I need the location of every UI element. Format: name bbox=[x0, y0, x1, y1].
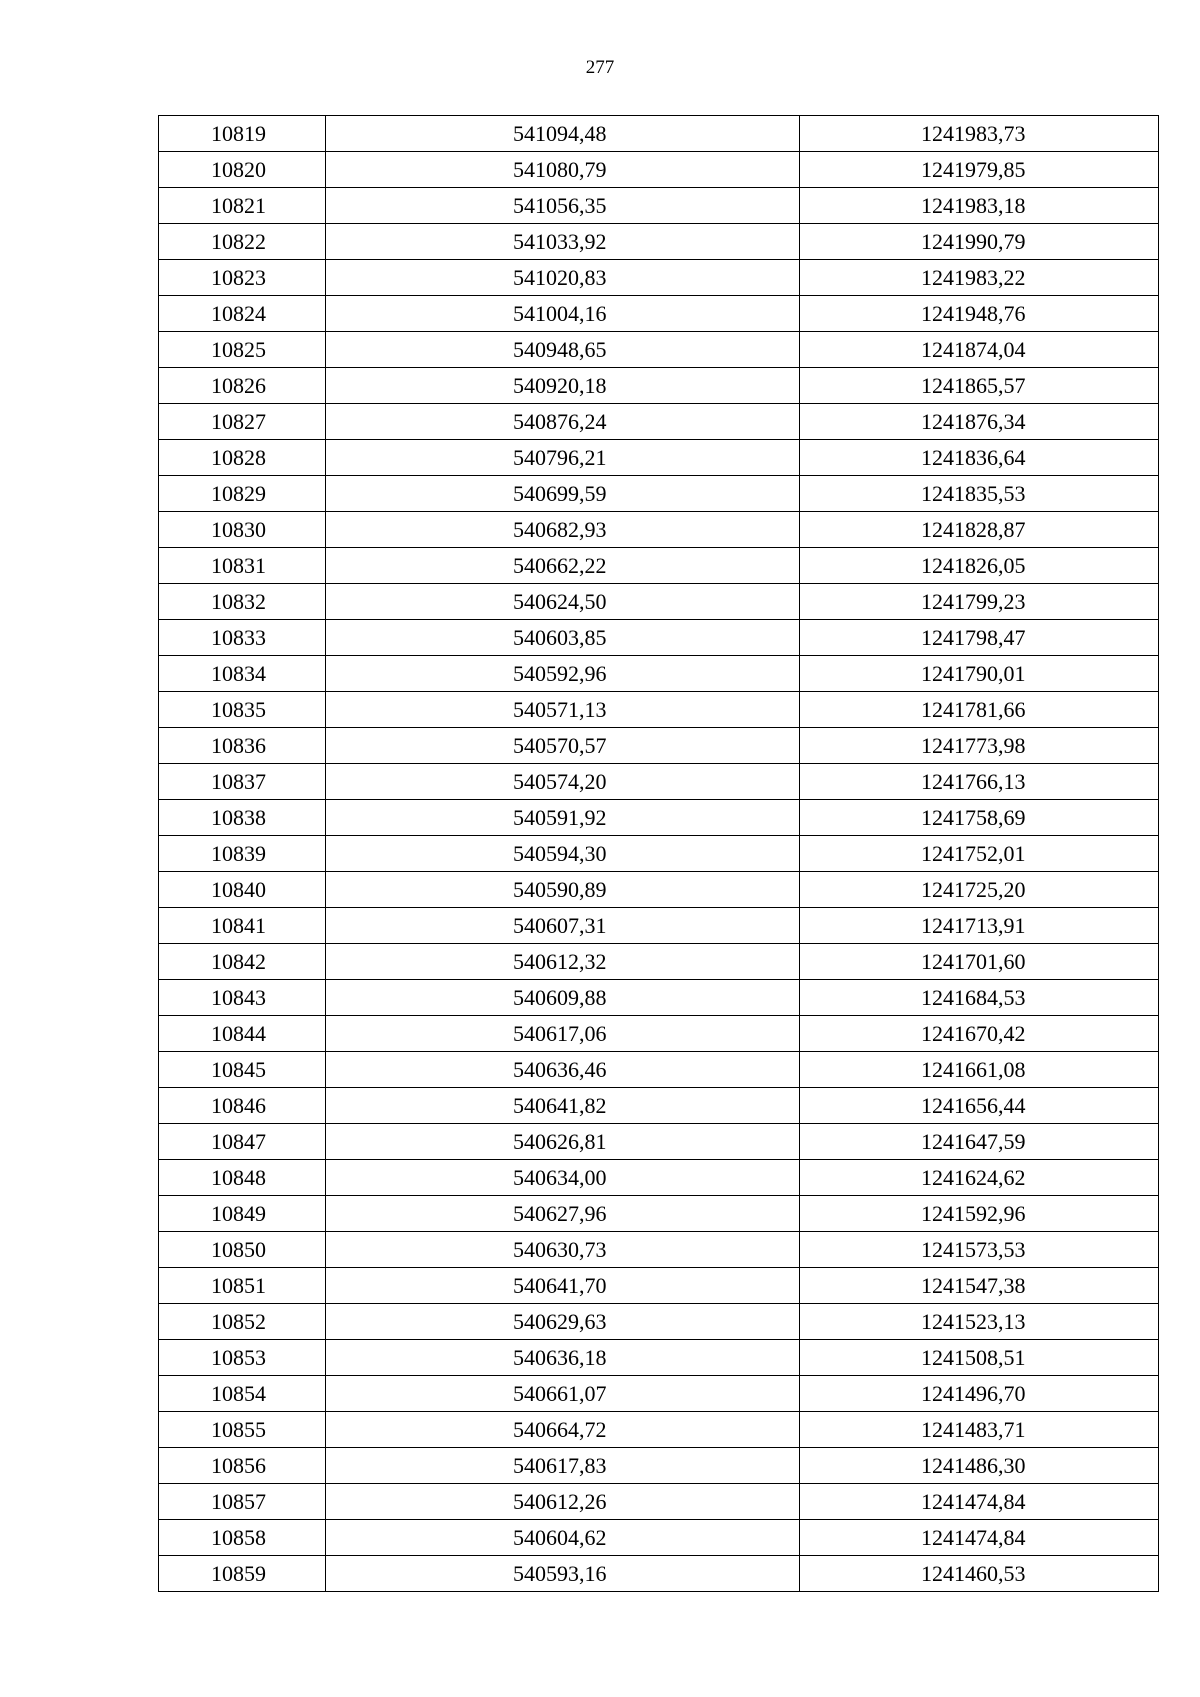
table-row bbox=[159, 728, 1159, 764]
table-row bbox=[159, 692, 1159, 728]
x-coordinate-cell: 540876,24 bbox=[326, 404, 800, 440]
x-coordinate-cell: 540948,65 bbox=[326, 332, 800, 368]
point-number-cell: 10845 bbox=[159, 1052, 326, 1088]
x-coordinate-cell: 540609,88 bbox=[326, 980, 800, 1016]
y-coordinate-cell: 1241713,91 bbox=[800, 908, 1159, 944]
y-coordinate-cell: 1241624,62 bbox=[800, 1160, 1159, 1196]
table-row bbox=[159, 260, 1159, 296]
table-row bbox=[159, 1088, 1159, 1124]
y-coordinate-cell: 1241865,57 bbox=[800, 368, 1159, 404]
y-coordinate-cell: 1241483,71 bbox=[800, 1412, 1159, 1448]
point-number-cell: 10838 bbox=[159, 800, 326, 836]
y-coordinate-cell: 1241656,44 bbox=[800, 1088, 1159, 1124]
table-row bbox=[159, 1196, 1159, 1232]
point-number-cell: 10840 bbox=[159, 872, 326, 908]
point-number-cell: 10830 bbox=[159, 512, 326, 548]
x-coordinate-cell: 540574,20 bbox=[326, 764, 800, 800]
point-number-cell: 10825 bbox=[159, 332, 326, 368]
table-row bbox=[159, 980, 1159, 1016]
table-row bbox=[159, 1304, 1159, 1340]
y-coordinate-cell: 1241876,34 bbox=[800, 404, 1159, 440]
coordinates-table-body bbox=[159, 116, 1159, 1592]
point-number-cell: 10853 bbox=[159, 1340, 326, 1376]
table-row bbox=[159, 1448, 1159, 1484]
table-row bbox=[159, 1340, 1159, 1376]
table-row bbox=[159, 1160, 1159, 1196]
table-row bbox=[159, 512, 1159, 548]
point-number-cell: 10828 bbox=[159, 440, 326, 476]
x-coordinate-cell: 540796,21 bbox=[326, 440, 800, 476]
table-row bbox=[159, 1124, 1159, 1160]
x-coordinate-cell: 540662,22 bbox=[326, 548, 800, 584]
point-number-cell: 10836 bbox=[159, 728, 326, 764]
point-number-cell: 10858 bbox=[159, 1520, 326, 1556]
table-row bbox=[159, 116, 1159, 152]
y-coordinate-cell: 1241948,76 bbox=[800, 296, 1159, 332]
point-number-cell: 10822 bbox=[159, 224, 326, 260]
y-coordinate-cell: 1241979,85 bbox=[800, 152, 1159, 188]
y-coordinate-cell: 1241486,30 bbox=[800, 1448, 1159, 1484]
y-coordinate-cell: 1241790,01 bbox=[800, 656, 1159, 692]
coordinates-table bbox=[158, 115, 1159, 1592]
y-coordinate-cell: 1241983,73 bbox=[800, 116, 1159, 152]
x-coordinate-cell: 540627,96 bbox=[326, 1196, 800, 1232]
y-coordinate-cell: 1241983,18 bbox=[800, 188, 1159, 224]
point-number-cell: 10823 bbox=[159, 260, 326, 296]
y-coordinate-cell: 1241798,47 bbox=[800, 620, 1159, 656]
table-row bbox=[159, 1520, 1159, 1556]
x-coordinate-cell: 540570,57 bbox=[326, 728, 800, 764]
point-number-cell: 10842 bbox=[159, 944, 326, 980]
x-coordinate-cell: 541004,16 bbox=[326, 296, 800, 332]
table-row bbox=[159, 548, 1159, 584]
y-coordinate-cell: 1241573,53 bbox=[800, 1232, 1159, 1268]
x-coordinate-cell: 541056,35 bbox=[326, 188, 800, 224]
page-number: 277 bbox=[585, 57, 615, 78]
point-number-cell: 10834 bbox=[159, 656, 326, 692]
table-row bbox=[159, 188, 1159, 224]
x-coordinate-cell: 541020,83 bbox=[326, 260, 800, 296]
point-number-cell: 10844 bbox=[159, 1016, 326, 1052]
x-coordinate-cell: 540571,13 bbox=[326, 692, 800, 728]
x-coordinate-cell: 540634,00 bbox=[326, 1160, 800, 1196]
y-coordinate-cell: 1241983,22 bbox=[800, 260, 1159, 296]
point-number-cell: 10839 bbox=[159, 836, 326, 872]
y-coordinate-cell: 1241826,05 bbox=[800, 548, 1159, 584]
y-coordinate-cell: 1241799,23 bbox=[800, 584, 1159, 620]
point-number-cell: 10827 bbox=[159, 404, 326, 440]
x-coordinate-cell: 541033,92 bbox=[326, 224, 800, 260]
x-coordinate-cell: 540617,06 bbox=[326, 1016, 800, 1052]
x-coordinate-cell: 540629,63 bbox=[326, 1304, 800, 1340]
point-number-cell: 10850 bbox=[159, 1232, 326, 1268]
point-number-cell: 10848 bbox=[159, 1160, 326, 1196]
point-number-cell: 10837 bbox=[159, 764, 326, 800]
table-row bbox=[159, 944, 1159, 980]
point-number-cell: 10856 bbox=[159, 1448, 326, 1484]
x-coordinate-cell: 540603,85 bbox=[326, 620, 800, 656]
y-coordinate-cell: 1241523,13 bbox=[800, 1304, 1159, 1340]
point-number-cell: 10826 bbox=[159, 368, 326, 404]
point-number-cell: 10832 bbox=[159, 584, 326, 620]
y-coordinate-cell: 1241508,51 bbox=[800, 1340, 1159, 1376]
y-coordinate-cell: 1241758,69 bbox=[800, 800, 1159, 836]
table-row bbox=[159, 332, 1159, 368]
y-coordinate-cell: 1241647,59 bbox=[800, 1124, 1159, 1160]
table-row bbox=[159, 836, 1159, 872]
x-coordinate-cell: 540612,26 bbox=[326, 1484, 800, 1520]
table-row bbox=[159, 1268, 1159, 1304]
point-number-cell: 10820 bbox=[159, 152, 326, 188]
point-number-cell: 10819 bbox=[159, 116, 326, 152]
x-coordinate-cell: 540636,46 bbox=[326, 1052, 800, 1088]
table-row bbox=[159, 656, 1159, 692]
table-row bbox=[159, 296, 1159, 332]
x-coordinate-cell: 541094,48 bbox=[326, 116, 800, 152]
x-coordinate-cell: 540593,16 bbox=[326, 1556, 800, 1592]
y-coordinate-cell: 1241836,64 bbox=[800, 440, 1159, 476]
table-row bbox=[159, 1412, 1159, 1448]
x-coordinate-cell: 540636,18 bbox=[326, 1340, 800, 1376]
x-coordinate-cell: 540592,96 bbox=[326, 656, 800, 692]
point-number-cell: 10831 bbox=[159, 548, 326, 584]
x-coordinate-cell: 540624,50 bbox=[326, 584, 800, 620]
table-row bbox=[159, 224, 1159, 260]
x-coordinate-cell: 540661,07 bbox=[326, 1376, 800, 1412]
table-row bbox=[159, 1052, 1159, 1088]
x-coordinate-cell: 540612,32 bbox=[326, 944, 800, 980]
table-row bbox=[159, 620, 1159, 656]
y-coordinate-cell: 1241752,01 bbox=[800, 836, 1159, 872]
point-number-cell: 10855 bbox=[159, 1412, 326, 1448]
y-coordinate-cell: 1241725,20 bbox=[800, 872, 1159, 908]
y-coordinate-cell: 1241474,84 bbox=[800, 1520, 1159, 1556]
y-coordinate-cell: 1241835,53 bbox=[800, 476, 1159, 512]
y-coordinate-cell: 1241701,60 bbox=[800, 944, 1159, 980]
point-number-cell: 10833 bbox=[159, 620, 326, 656]
x-coordinate-cell: 540626,81 bbox=[326, 1124, 800, 1160]
table-row bbox=[159, 584, 1159, 620]
table-row bbox=[159, 764, 1159, 800]
table-row bbox=[159, 1556, 1159, 1592]
table-row bbox=[159, 1484, 1159, 1520]
table-row bbox=[159, 1376, 1159, 1412]
table-row bbox=[159, 152, 1159, 188]
table-row bbox=[159, 476, 1159, 512]
x-coordinate-cell: 540664,72 bbox=[326, 1412, 800, 1448]
x-coordinate-cell: 540920,18 bbox=[326, 368, 800, 404]
table-row bbox=[159, 908, 1159, 944]
table-row bbox=[159, 1016, 1159, 1052]
point-number-cell: 10859 bbox=[159, 1556, 326, 1592]
point-number-cell: 10846 bbox=[159, 1088, 326, 1124]
table-row bbox=[159, 800, 1159, 836]
point-number-cell: 10843 bbox=[159, 980, 326, 1016]
y-coordinate-cell: 1241661,08 bbox=[800, 1052, 1159, 1088]
table-row bbox=[159, 368, 1159, 404]
y-coordinate-cell: 1241592,96 bbox=[800, 1196, 1159, 1232]
point-number-cell: 10857 bbox=[159, 1484, 326, 1520]
point-number-cell: 10852 bbox=[159, 1304, 326, 1340]
y-coordinate-cell: 1241547,38 bbox=[800, 1268, 1159, 1304]
point-number-cell: 10847 bbox=[159, 1124, 326, 1160]
x-coordinate-cell: 540590,89 bbox=[326, 872, 800, 908]
point-number-cell: 10829 bbox=[159, 476, 326, 512]
x-coordinate-cell: 540607,31 bbox=[326, 908, 800, 944]
y-coordinate-cell: 1241766,13 bbox=[800, 764, 1159, 800]
x-coordinate-cell: 540682,93 bbox=[326, 512, 800, 548]
x-coordinate-cell: 540641,70 bbox=[326, 1268, 800, 1304]
x-coordinate-cell: 540604,62 bbox=[326, 1520, 800, 1556]
point-number-cell: 10849 bbox=[159, 1196, 326, 1232]
y-coordinate-cell: 1241684,53 bbox=[800, 980, 1159, 1016]
x-coordinate-cell: 541080,79 bbox=[326, 152, 800, 188]
x-coordinate-cell: 540630,73 bbox=[326, 1232, 800, 1268]
y-coordinate-cell: 1241460,53 bbox=[800, 1556, 1159, 1592]
x-coordinate-cell: 540699,59 bbox=[326, 476, 800, 512]
table-row bbox=[159, 1232, 1159, 1268]
y-coordinate-cell: 1241828,87 bbox=[800, 512, 1159, 548]
point-number-cell: 10854 bbox=[159, 1376, 326, 1412]
table-row bbox=[159, 872, 1159, 908]
y-coordinate-cell: 1241990,79 bbox=[800, 224, 1159, 260]
table-row bbox=[159, 440, 1159, 476]
table-row bbox=[159, 404, 1159, 440]
y-coordinate-cell: 1241874,04 bbox=[800, 332, 1159, 368]
y-coordinate-cell: 1241474,84 bbox=[800, 1484, 1159, 1520]
x-coordinate-cell: 540617,83 bbox=[326, 1448, 800, 1484]
x-coordinate-cell: 540591,92 bbox=[326, 800, 800, 836]
point-number-cell: 10821 bbox=[159, 188, 326, 224]
point-number-cell: 10841 bbox=[159, 908, 326, 944]
point-number-cell: 10851 bbox=[159, 1268, 326, 1304]
y-coordinate-cell: 1241496,70 bbox=[800, 1376, 1159, 1412]
point-number-cell: 10835 bbox=[159, 692, 326, 728]
y-coordinate-cell: 1241781,66 bbox=[800, 692, 1159, 728]
y-coordinate-cell: 1241773,98 bbox=[800, 728, 1159, 764]
x-coordinate-cell: 540594,30 bbox=[326, 836, 800, 872]
y-coordinate-cell: 1241670,42 bbox=[800, 1016, 1159, 1052]
x-coordinate-cell: 540641,82 bbox=[326, 1088, 800, 1124]
point-number-cell: 10824 bbox=[159, 296, 326, 332]
